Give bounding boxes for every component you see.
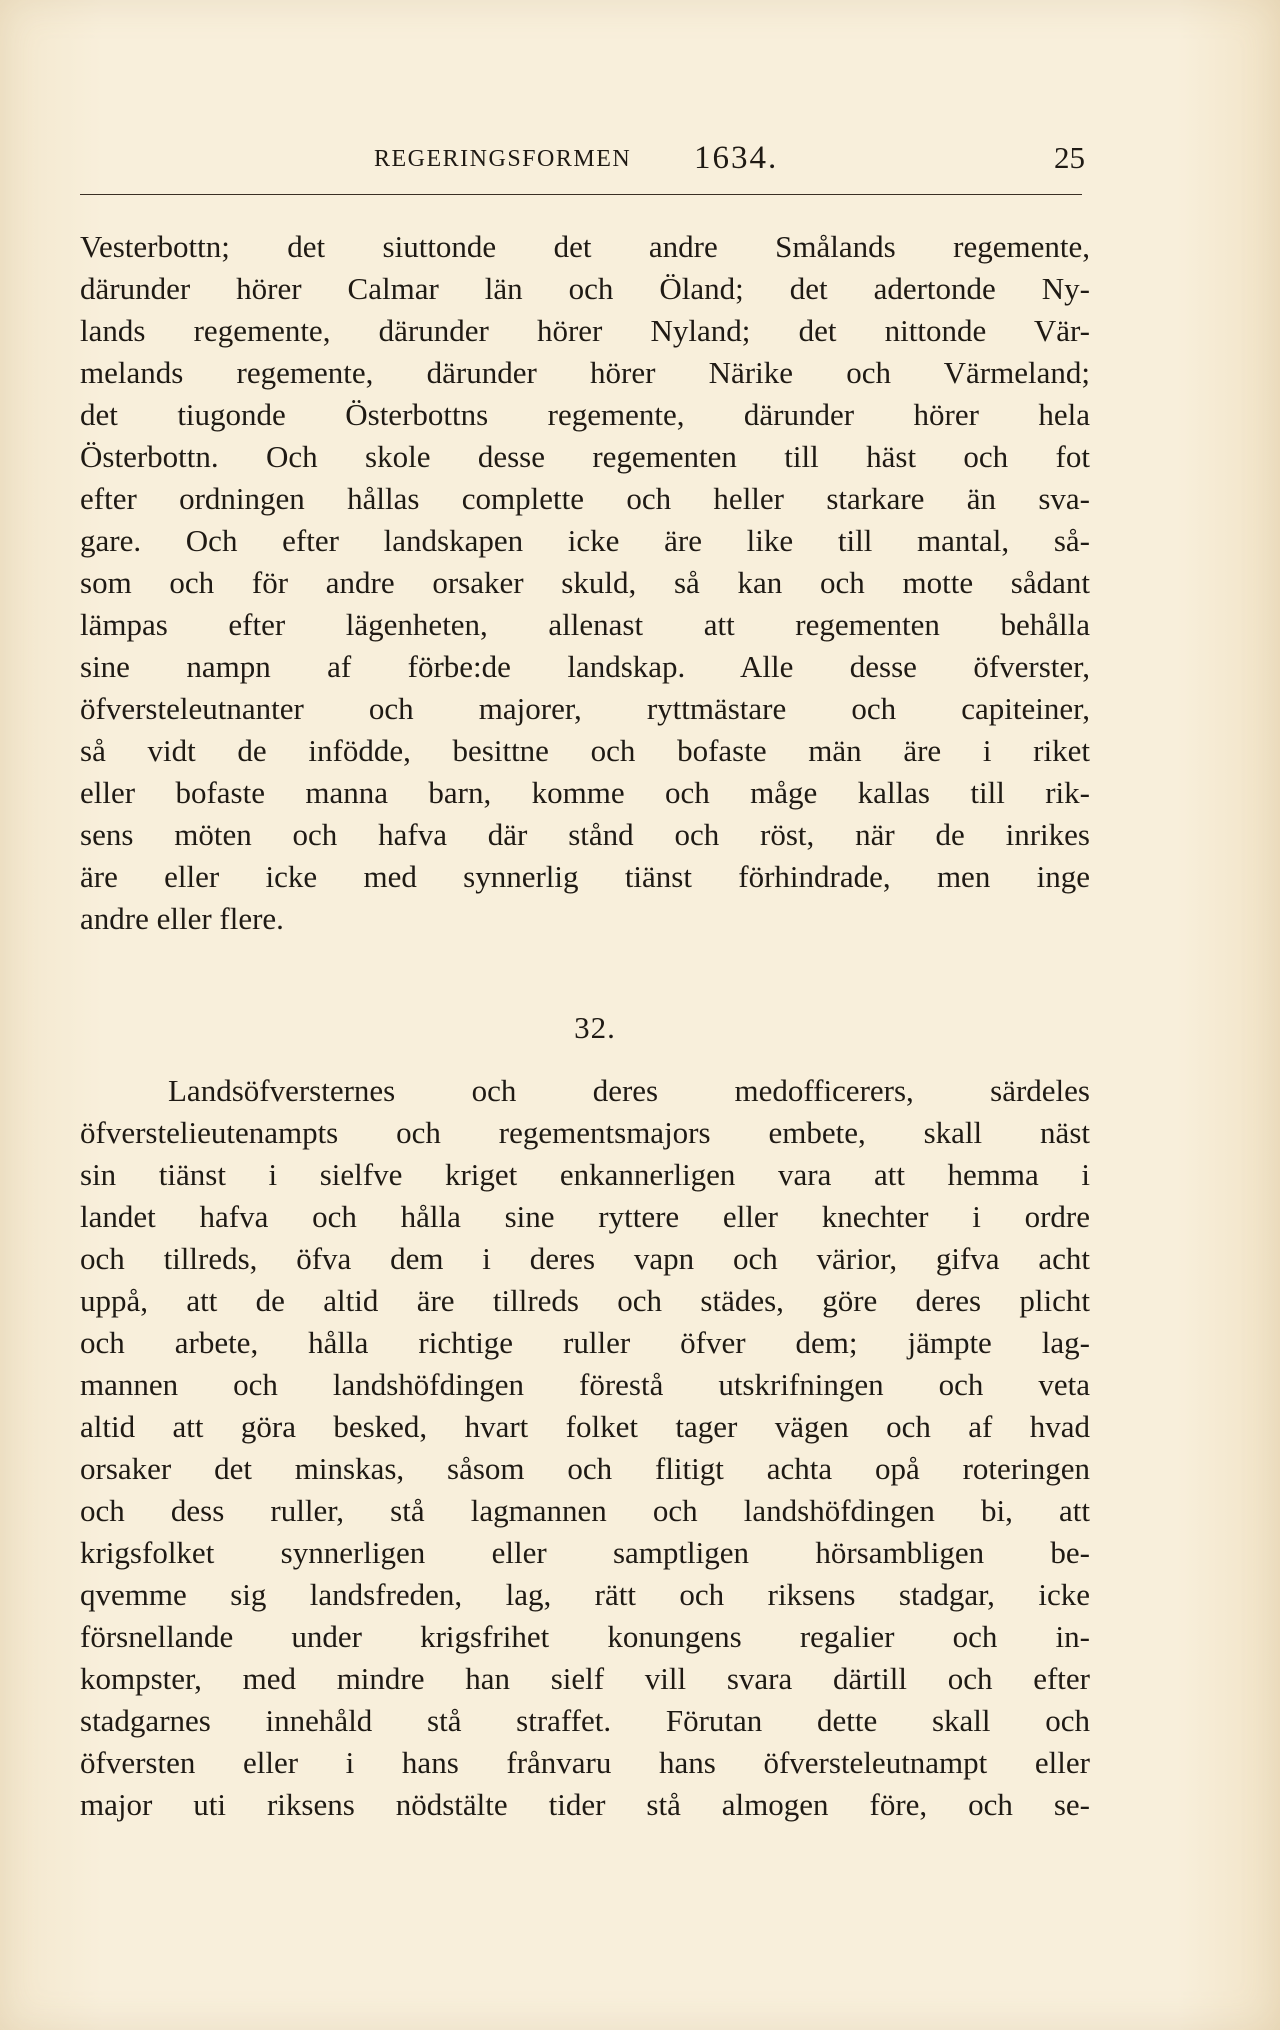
text-line: landet hafva och hålla sine ryttere eller knechter i ordre (80, 1199, 1090, 1234)
text-line: altid att göra besked, hvart folket tager vägen och af hvad (80, 1409, 1090, 1444)
text-line: sin tiänst i sielfve kriget enkannerligen vara att hemma i (80, 1157, 1090, 1192)
text-line: äre eller icke med synnerlig tiänst förhindrade, men inge (80, 859, 1090, 894)
text-line: qvemme sig landsfreden, lag, rätt och riksens stadgar, icke (80, 1577, 1090, 1612)
text-line: försnellande under krigsfrihet konungens regalier och in- (80, 1619, 1090, 1654)
text-line: öfversteleutnanter och majorer, ryttmästare och capiteiner, (80, 691, 1090, 726)
text-line: kompster, med mindre han sielf vill svara därtill och efter (80, 1661, 1090, 1696)
text-line: andre eller flere. (80, 901, 284, 936)
text-line: stadgarnes innehåld stå straffet. Förutan dette skall och (80, 1703, 1090, 1738)
text-line: och arbete, hålla richtige ruller öfver dem; jämpte lag- (80, 1325, 1090, 1360)
section-32-text (80, 1070, 1090, 1826)
text-line: det tiugonde Österbottns regemente, därunder hörer hela (80, 397, 1090, 432)
text-line: sine nampn af förbe:de landskap. Alle desse öfverster, (80, 649, 1090, 684)
text-line: och dess ruller, stå lagmannen och landshöfdingen bi, att (80, 1493, 1090, 1528)
text-line: Vesterbottn; det siuttonde det andre Smålands regemente, (80, 229, 1090, 264)
text-line: och tillreds, öfva dem i deres vapn och värior, gifva acht (80, 1241, 1090, 1276)
text-line: eller bofaste manna barn, komme och måge kallas till rik- (80, 775, 1090, 810)
text-line: lämpas efter lägenheten, allenast att regementen behålla (80, 607, 1090, 642)
text-line: gare. Och efter landskapen icke äre like till mantal, så- (80, 523, 1090, 558)
running-head (78, 140, 1085, 182)
running-year: 1634. (694, 140, 779, 176)
text-line: krigsfolket synnerligen eller samptligen hörsambligen be- (80, 1535, 1090, 1570)
text-line: uppå, att de altid äre tillreds och städes, göre deres plicht (80, 1283, 1090, 1318)
text-line: orsaker det minskas, såsom och flitigt achta opå roteringen (80, 1451, 1090, 1486)
text-line: lands regemente, därunder hörer Nyland; det nittonde Vär- (80, 313, 1090, 348)
text-line: major uti riksens nödstälte tider stå almogen före, och se- (80, 1787, 1090, 1822)
section-31-continuation (80, 226, 1090, 940)
text-line: därunder hörer Calmar län och Öland; det adertonde Ny- (80, 271, 1090, 306)
text-line: öfversten eller i hans frånvaru hans öfversteleutnampt eller (80, 1745, 1090, 1780)
header-rule (80, 194, 1082, 195)
text-line: Landsöfversternes och deres medofficerers, särdeles (168, 1073, 1090, 1108)
running-title: REGERINGSFORMEN (374, 146, 632, 172)
text-line: så vidt de infödde, besittne och bofaste män äre i riket (80, 733, 1090, 768)
text-line: Österbottn. Och skole desse regementen till häst och fot (80, 439, 1090, 474)
text-line: efter ordningen hållas complette och heller starkare än sva- (80, 481, 1090, 516)
section-number: 32. (574, 1010, 616, 1045)
page-number: 25 (1054, 140, 1085, 175)
text-line: mannen och landshöfdingen förestå utskrifningen och veta (80, 1367, 1090, 1402)
text-line: melands regemente, därunder hörer Närike och Värmeland; (80, 355, 1090, 390)
text-line: som och för andre orsaker skuld, så kan och motte sådant (80, 565, 1090, 600)
text-line: sens möten och hafva där stånd och röst, när de inrikes (80, 817, 1090, 852)
text-line: öfverstelieutenampts och regementsmajors embete, skall näst (80, 1115, 1090, 1150)
